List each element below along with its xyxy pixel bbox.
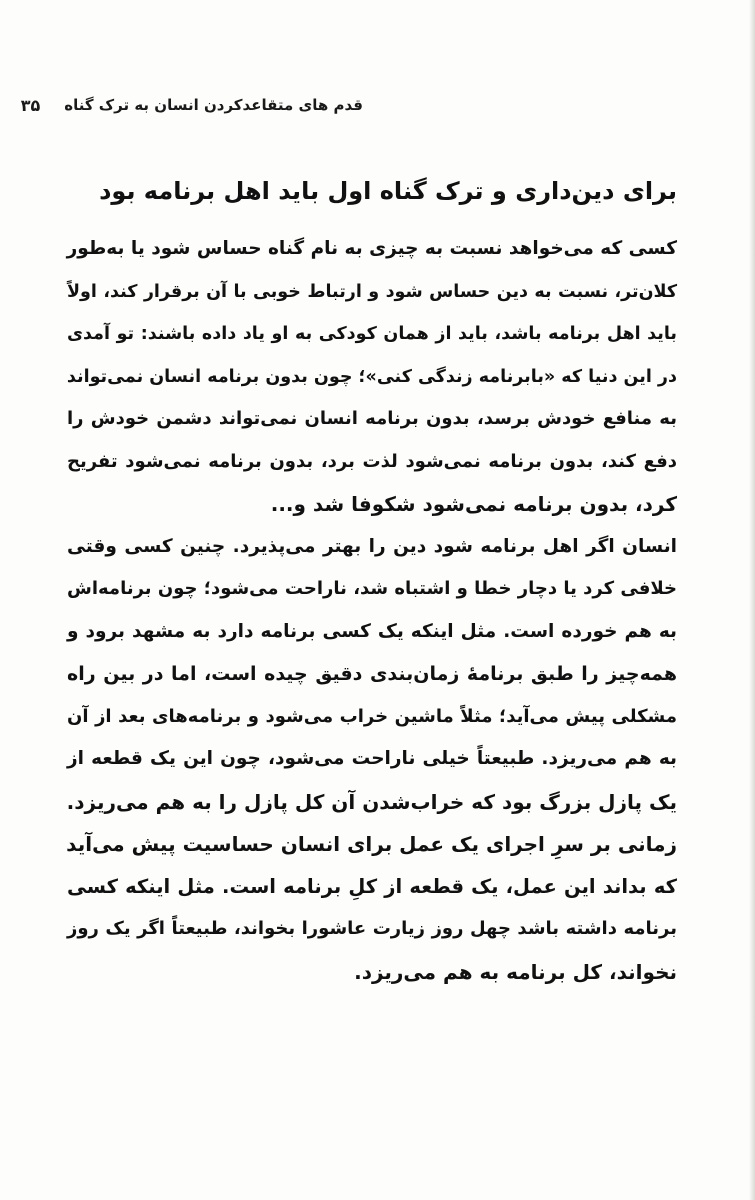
diamond-separator-icon	[49, 102, 55, 108]
text-line: کلان‌تر، نسبت به دین حساس شود و ارتباط خوبی با آن برقرار کند، اولاً	[67, 281, 677, 302]
running-title: قدم های متقاعدکردن انسان به ترک گناه	[64, 96, 363, 114]
page-binding-edge	[749, 0, 755, 1200]
text-line: به منافع خودش برسد، بدون برنامه انسان نمی‌تواند دشمن خودش را	[67, 408, 677, 429]
text-line: زمانی بر سرِ اجرای یک عمل برای انسان حساسیت پیش می‌آید	[66, 832, 677, 856]
text-line: در این دنیا که «بابرنامه زندگی کنی»؛ چون بدون برنامه انسان نمی‌تواند	[66, 366, 677, 387]
paragraph-3	[67, 823, 677, 993]
page-number: ۳۵	[20, 95, 41, 115]
text-line: دفع کند، بدون برنامه نمی‌شود لذت برد، بدون برنامه نمی‌شود تفریح	[67, 450, 677, 472]
paragraph-2	[67, 526, 677, 824]
paragraph-1	[67, 228, 677, 526]
text-line: باید اهل برنامه باشد، باید از همان کودکی به او یاد داده باشند: تو آمدی	[67, 324, 677, 344]
text-line: همه‌چیز را طبق برنامهٔ زمان‌بندی دقیق چیده است، اما در بین راه	[67, 663, 677, 685]
text-line: انسان اگر اهل برنامه شود دین را بهتر می‌پذیرد. چنین کسی وقتی	[67, 535, 677, 557]
text-line: کسی که می‌خواهد نسبت به چیزی به نام گناه حساس شود یا به‌طور	[66, 238, 677, 259]
text-line: مشکلی پیش می‌آید؛ مثلاً ماشین خراب می‌شود و برنامه‌های بعد از آن	[67, 705, 677, 727]
text-line: که بداند این عمل، یک قطعه از کلِ برنامه است. مثل اینکه کسی	[67, 874, 677, 898]
text-line: به هم خورده است. مثل اینکه یک کسی برنامه دارد به مشهد برود و	[67, 620, 677, 642]
text-line: به هم می‌ریزد. طبیعتاً خیلی ناراحت می‌شود، چون این یک قطعه از	[67, 748, 677, 769]
text-line: نخواند، کل برنامه به هم می‌ریزد.	[354, 959, 677, 984]
running-header	[20, 92, 363, 118]
body-text	[67, 228, 677, 993]
text-line: یک پازل بزرگ بود که خراب‌شدن آن کل پازل را به هم می‌ریزد.	[66, 789, 677, 814]
text-line: کرد، بدون برنامه نمی‌شود شکوفا شد و...	[270, 492, 677, 516]
section-heading: برای دین‌داری و ترک گناه اول باید اهل برنامه بود	[99, 177, 677, 205]
text-line: برنامه داشته باشد چهل روز زیارت عاشورا بخواند، طبیعتاً اگر یک روز	[67, 918, 677, 939]
text-line: خلافی کرد یا دچار خطا و اشتباه شد، ناراحت می‌شود؛ چون برنامه‌اش	[67, 578, 677, 599]
